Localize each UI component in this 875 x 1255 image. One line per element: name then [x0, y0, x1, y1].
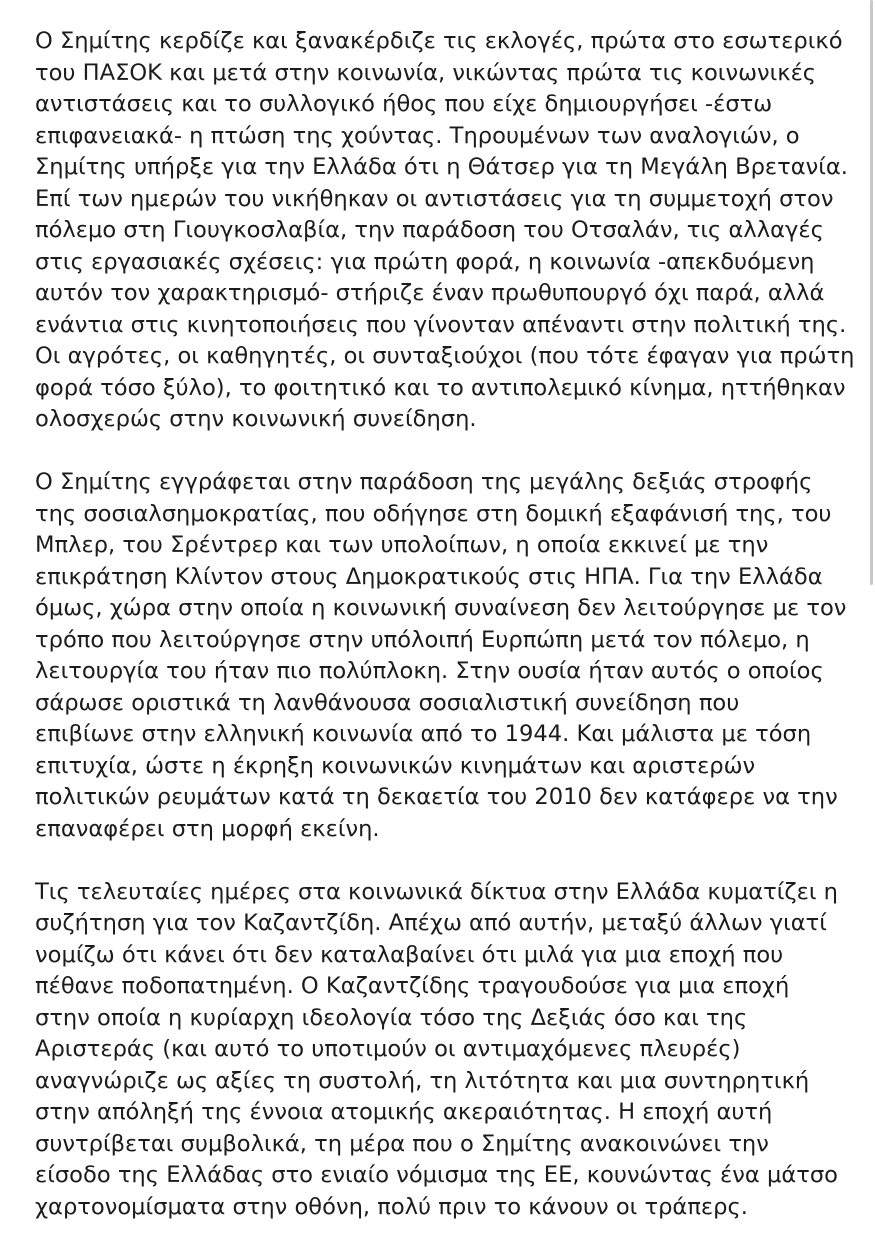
text-line: νομίζω ότι κάνει ότι δεν καταλαβαίνει ότι μιλά για μια εποχή που	[35, 941, 784, 968]
text-line: στις εργασιακές σχέσεις: για πρώτη φορά, η κοινωνία -απεκδυόμενη	[35, 248, 815, 275]
text-line: φορά τόσο ξύλο), το φοιτητικό και το αντιπολεμικό κίνημα, ηττήθηκαν	[35, 374, 846, 401]
text-line: είσοδο της Ελλάδας στο ενιαίο νόμισμα της ΕΕ, κουνώντας ένα μάτσο	[35, 1162, 838, 1188]
paragraph-2	[35, 467, 865, 845]
text-line: Τις τελευταίες ημέρες στα κοινωνικά δίκτυα στην Ελλάδα κυματίζει η	[35, 878, 838, 905]
text-line: όμως, χώρα στην οποία η κοινωνική συναίνεση δεν λειτούργησε με τον	[35, 595, 847, 621]
text-line: χαρτονομίσματα στην οθόνη, πολύ πριν το κάνουν οι τράπερς.	[35, 1193, 748, 1220]
text-line: ενάντια στις κινητοποιήσεις που γίνονταν απέναντι στην πολιτική της.	[35, 311, 847, 338]
text-line: αυτόν τον χαρακτηρισμό- στήριζε έναν πρωθυπουργό όχι παρά, αλλά	[35, 280, 825, 306]
text-line: αντιστάσεις και το συλλογικό ήθος που είχε δημιουργήσει -έστω	[35, 91, 773, 117]
text-line: στην οποία η κυρίαρχη ιδεολογία τόσο της Δεξιάς όσο και της	[35, 1004, 748, 1031]
text-line: Επί των ημερών του νικήθηκαν οι αντιστάσεις για τη συμμετοχή στον	[35, 185, 834, 212]
text-line: τρόπο που λειτούργησε στην υπόλοιπή Ευρπώπη μετά τον πόλεμο, η	[35, 626, 810, 653]
text-line: του ΠΑΣΟΚ και μετά στην κοινωνία, νικώντας πρώτα τις κοινωνικές	[35, 59, 817, 86]
article-body	[35, 26, 865, 1255]
text-line: στην απόληξή της έννοια ατομικής ακεραιότητας. Η εποχή αυτή	[35, 1099, 773, 1125]
paragraph-3	[35, 877, 865, 1224]
text-line: πόλεμο στη Γιουγκοσλαβία, την παράδοση του Οτσαλάν, τις αλλαγές	[35, 217, 824, 243]
text-line: σάρωσε οριστικά τη λανθάνουσα σοσιαλιστική συνείδηση που	[35, 689, 740, 716]
text-line: επιβίωνε στην ελληνική κοινωνία από το 1944. Και μάλιστα με τόση	[35, 721, 812, 747]
text-line: λειτουργία του ήταν πιο πολύπλοκη. Στην ουσία ήταν αυτός ο οποίος	[35, 658, 824, 684]
paragraph-1	[35, 26, 865, 436]
text-line: Σημίτης υπήρξε για την Ελλάδα ότι η Θάτσερ για τη Μεγάλη Βρετανία.	[35, 154, 848, 180]
text-line: αναγνώριζε ως αξίες τη συστολή, τη λιτότητα και μια συντηρητική	[35, 1067, 810, 1094]
text-line: επαναφέρει στη μορφή εκείνη.	[35, 815, 380, 842]
text-line: πέθανε ποδοπατημένη. Ο Καζαντζίδης τραγουδούσε για μια εποχή	[35, 973, 790, 999]
text-line: πολιτικών ρευμάτων κατά τη δεκαετία του 2010 δεν κατάφερε να την	[35, 784, 838, 810]
text-line: επικράτηση Κλίντον στους Δημοκρατικούς στις ΗΠΑ. Για την Ελλάδα	[35, 563, 823, 590]
scrollbar[interactable]	[870, 0, 873, 585]
text-line: ολοσχερώς στην κοινωνική συνείδηση.	[35, 406, 477, 432]
text-line: Ο Σημίτης κερδίζε και ξανακέρδιζε τις εκλογές, πρώτα στο εσωτερικό	[35, 28, 843, 54]
text-line: επιτυχία, ώστε η έκρηξη κοινωνικών κινημάτων και αριστερών	[35, 752, 756, 779]
text-line: Οι αγρότες, οι καθηγητές, οι συνταξιούχοι (που τότε έφαγαν για πρώτη	[35, 343, 855, 369]
text-line: της σοσιαλσημοκρατίας, που οδήγησε στη δομική εξαφάνισή της, του	[35, 500, 832, 527]
text-line: Ο Σημίτης εγγράφεται στην παράδοση της μεγάλης δεξιάς στροφής	[35, 469, 813, 495]
text-line: Αριστεράς (και αυτό το υποτιμούν οι αντιμαχόμενες πλευρές)	[35, 1036, 741, 1062]
text-line: συζήτηση για τον Καζαντζίδη. Απέχω από αυτήν, μεταξύ άλλων γιατί	[35, 910, 827, 936]
text-line: συντρίβεται συμβολικά, τη μέρα που ο Σημίτης ανακοινώνει την	[35, 1130, 769, 1157]
text-line: Μπλερ, του Σρέντρερ και των υπολοίπων, η οποία εκκινεί με την	[35, 532, 769, 558]
text-line: επιφανειακά- η πτώση της χούντας. Τηρουμένων των αναλογιών, ο	[35, 122, 800, 149]
